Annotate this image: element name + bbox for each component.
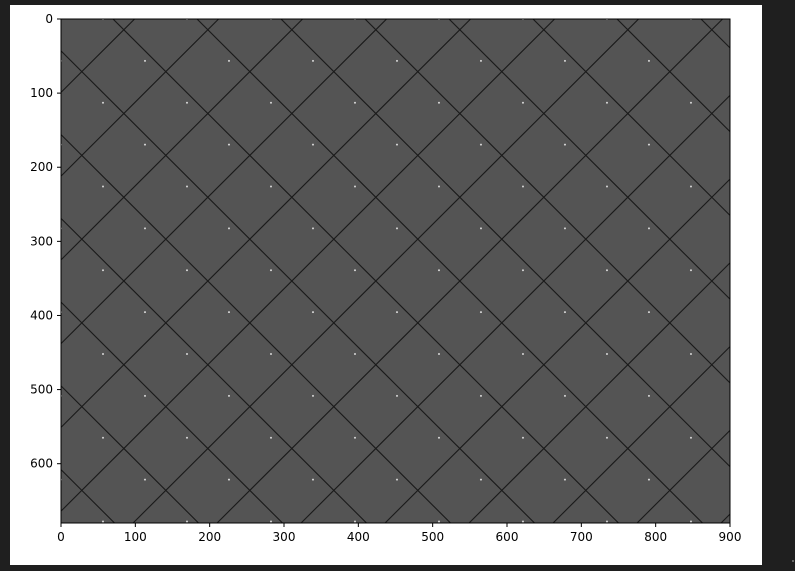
intersection-highlight — [690, 353, 692, 355]
intersection-highlight — [438, 353, 440, 355]
intersection-highlight — [102, 521, 104, 523]
intersection-highlight — [564, 144, 566, 146]
intersection-highlight — [228, 144, 230, 146]
intersection-highlight — [144, 479, 146, 481]
intersection-highlight — [228, 311, 230, 313]
intersection-highlight — [438, 269, 440, 271]
intersection-highlight — [228, 562, 230, 564]
intersection-highlight — [60, 562, 62, 564]
x-axis — [57, 523, 741, 544]
x-tick-label: 300 — [272, 530, 296, 544]
intersection-highlight — [480, 144, 482, 146]
intersection-highlight — [144, 311, 146, 313]
intersection-highlight — [144, 144, 146, 146]
intersection-highlight — [270, 353, 272, 355]
x-tick-label: 600 — [495, 530, 519, 544]
intersection-highlight — [522, 521, 524, 523]
intersection-highlight — [480, 60, 482, 62]
intersection-highlight — [354, 102, 356, 104]
intersection-highlight — [186, 353, 188, 355]
y-tick-label: 100 — [30, 86, 53, 101]
figure-canvas — [10, 5, 762, 565]
intersection-highlight — [564, 60, 566, 62]
intersection-highlight — [732, 479, 734, 481]
y-axis — [30, 12, 61, 471]
intersection-highlight — [228, 227, 230, 229]
intersection-highlight — [186, 437, 188, 439]
intersection-highlight — [144, 562, 146, 564]
x-tick-label: 900 — [718, 530, 742, 544]
intersection-highlight — [648, 562, 650, 564]
intersection-highlight — [312, 227, 314, 229]
intersection-highlight — [354, 269, 356, 271]
intersection-highlight — [144, 227, 146, 229]
intersection-highlight — [312, 479, 314, 481]
intersection-highlight — [228, 60, 230, 62]
intersection-highlight — [102, 353, 104, 355]
intersection-highlight — [270, 102, 272, 104]
intersection-highlight — [186, 269, 188, 271]
intersection-highlight — [270, 269, 272, 271]
intersection-highlight — [564, 311, 566, 313]
intersection-highlight — [312, 60, 314, 62]
intersection-highlight — [396, 144, 398, 146]
intersection-highlight — [396, 60, 398, 62]
intersection-highlight — [480, 479, 482, 481]
intersection-highlight — [690, 102, 692, 104]
intersection-highlight — [522, 353, 524, 355]
intersection-highlight — [312, 144, 314, 146]
intersection-highlight — [144, 395, 146, 397]
intersection-highlight — [354, 186, 356, 188]
intersection-highlight — [396, 562, 398, 564]
intersection-highlight — [270, 186, 272, 188]
intersection-highlight — [480, 395, 482, 397]
intersection-highlight — [606, 269, 608, 271]
lattice-line — [61, 5, 730, 9]
intersection-highlight — [522, 437, 524, 439]
image-area — [60, 5, 762, 565]
y-tick-label: 0 — [45, 12, 53, 26]
intersection-highlight — [102, 269, 104, 271]
intersection-highlight — [354, 521, 356, 523]
x-tick-label: 0 — [57, 530, 65, 544]
intersection-highlight — [564, 479, 566, 481]
intersection-highlight — [606, 186, 608, 188]
intersection-highlight — [648, 311, 650, 313]
intersection-highlight — [312, 562, 314, 564]
intersection-highlight — [648, 144, 650, 146]
intersection-highlight — [732, 144, 734, 146]
intersection-highlight — [144, 60, 146, 62]
intersection-highlight — [480, 311, 482, 313]
stray-dot — [792, 560, 794, 562]
intersection-highlight — [396, 227, 398, 229]
intersection-highlight — [186, 102, 188, 104]
intersection-highlight — [270, 521, 272, 523]
intersection-highlight — [732, 311, 734, 313]
intersection-highlight — [186, 186, 188, 188]
intersection-highlight — [732, 395, 734, 397]
intersection-highlight — [396, 311, 398, 313]
intersection-highlight — [564, 395, 566, 397]
intersection-highlight — [522, 102, 524, 104]
intersection-highlight — [396, 395, 398, 397]
intersection-highlight — [354, 437, 356, 439]
intersection-highlight — [438, 521, 440, 523]
intersection-highlight — [648, 60, 650, 62]
intersection-highlight — [312, 395, 314, 397]
intersection-highlight — [102, 186, 104, 188]
intersection-highlight — [606, 521, 608, 523]
intersection-highlight — [438, 437, 440, 439]
intersection-highlight — [606, 437, 608, 439]
intersection-highlight — [648, 227, 650, 229]
intersection-highlight — [480, 562, 482, 564]
intersection-highlight — [438, 102, 440, 104]
y-tick-label: 500 — [30, 382, 53, 397]
intersection-highlight — [228, 395, 230, 397]
intersection-highlight — [690, 269, 692, 271]
y-tick-label: 200 — [30, 160, 53, 175]
x-tick-label: 700 — [569, 530, 593, 544]
intersection-highlight — [522, 186, 524, 188]
intersection-highlight — [690, 437, 692, 439]
intersection-highlight — [354, 353, 356, 355]
intersection-highlight — [270, 437, 272, 439]
x-tick-label: 400 — [346, 530, 370, 544]
intersection-highlight — [648, 479, 650, 481]
intersection-highlight — [102, 437, 104, 439]
x-tick-label: 200 — [198, 530, 222, 544]
intersection-highlight — [522, 269, 524, 271]
x-tick-label: 800 — [644, 530, 668, 544]
intersection-highlight — [396, 479, 398, 481]
intersection-highlight — [102, 102, 104, 104]
intersection-highlight — [564, 562, 566, 564]
intersection-highlight — [606, 102, 608, 104]
intersection-highlight — [690, 186, 692, 188]
intersection-highlight — [228, 479, 230, 481]
y-tick-label: 600 — [30, 456, 53, 471]
intersection-highlight — [438, 186, 440, 188]
lattice-line — [61, 553, 730, 565]
intersection-highlight — [480, 227, 482, 229]
intersection-highlight — [732, 227, 734, 229]
intersection-highlight — [732, 562, 734, 564]
image-plot — [10, 5, 762, 565]
intersection-highlight — [648, 395, 650, 397]
intersection-highlight — [690, 521, 692, 523]
x-tick-label: 100 — [123, 530, 147, 544]
x-tick-label: 500 — [421, 530, 445, 544]
intersection-highlight — [564, 227, 566, 229]
intersection-highlight — [186, 521, 188, 523]
y-tick-label: 300 — [30, 234, 53, 249]
y-tick-label: 400 — [30, 308, 53, 323]
intersection-highlight — [732, 60, 734, 62]
intersection-highlight — [606, 353, 608, 355]
intersection-highlight — [312, 311, 314, 313]
